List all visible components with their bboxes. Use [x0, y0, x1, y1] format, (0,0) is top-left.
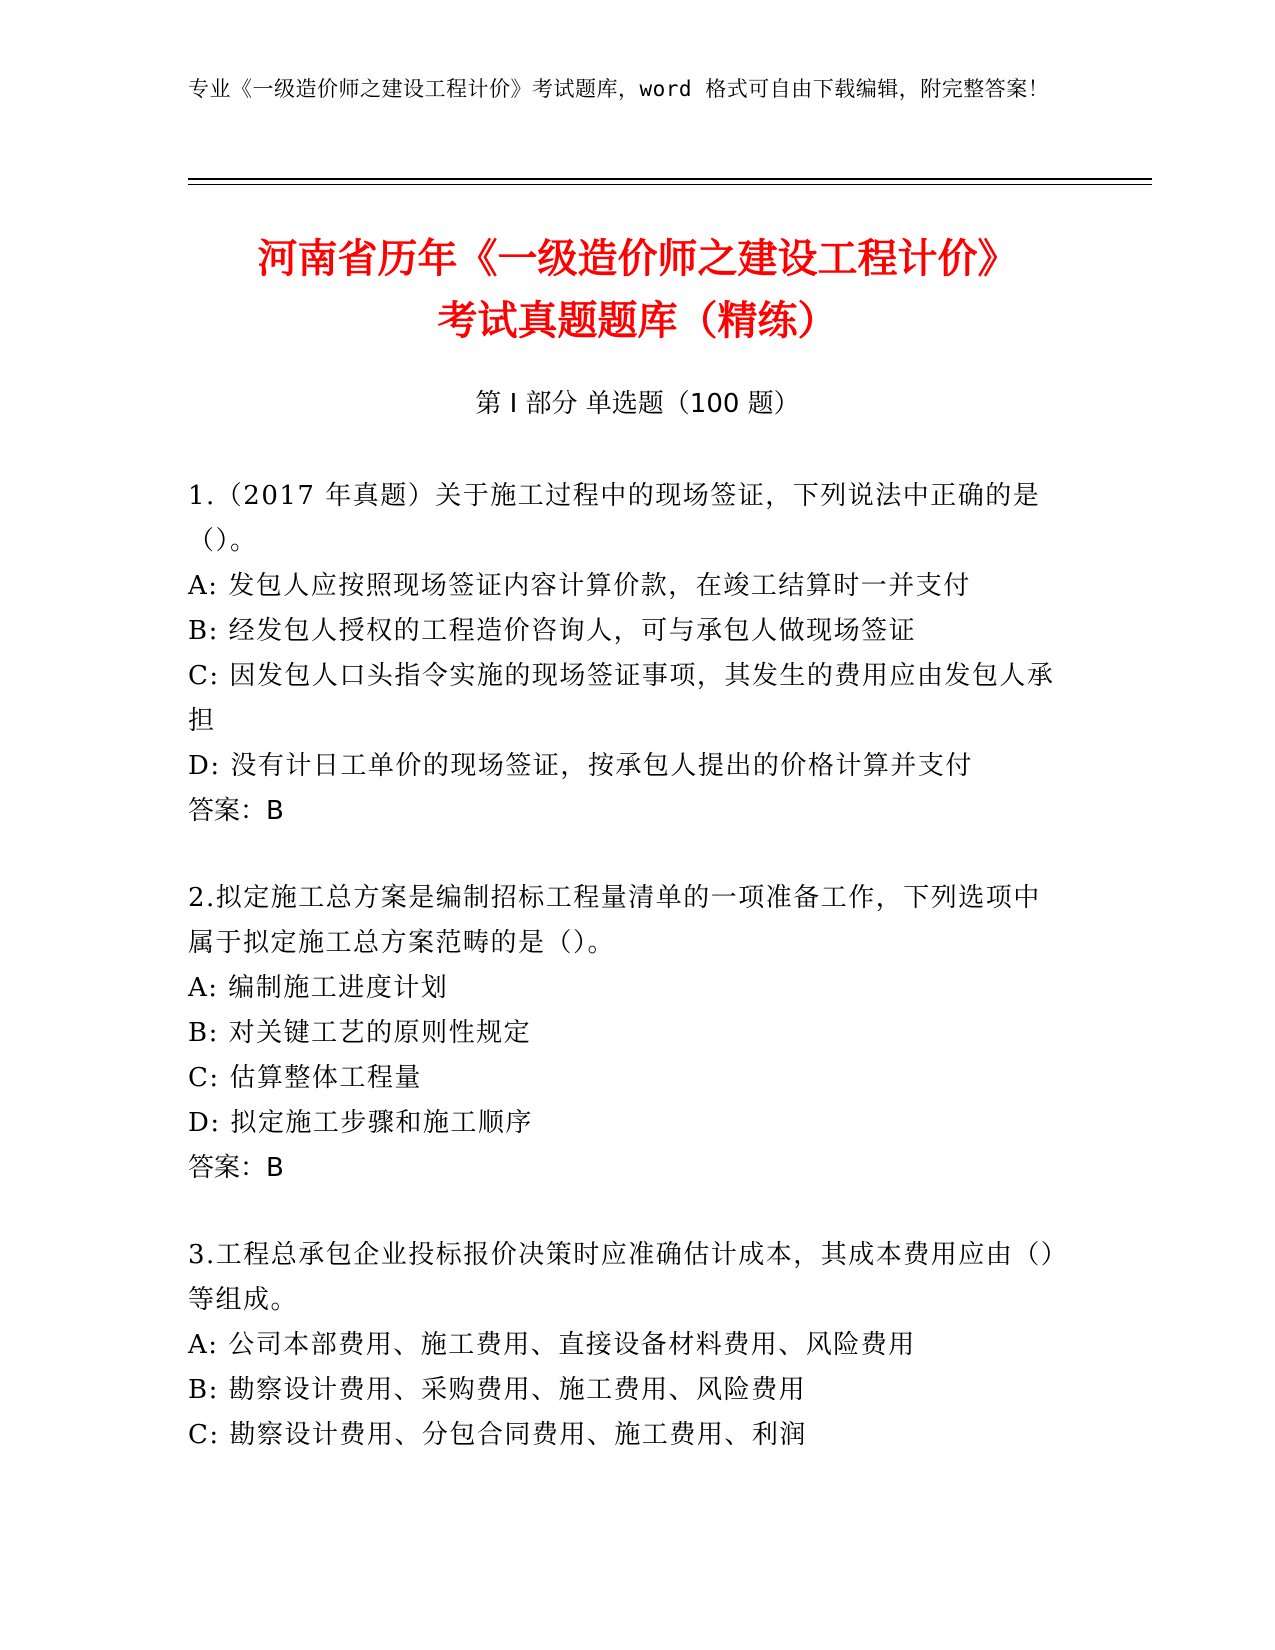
question-2: [188, 876, 1068, 1191]
option-c: C: 估算整体工程量: [188, 1063, 422, 1093]
option-d: D: 拟定施工步骤和施工顺序: [188, 1108, 533, 1138]
option-b: B: 勘察设计费用、采购费用、施工费用、风险费用: [188, 1375, 807, 1405]
document-title: [150, 228, 1125, 352]
option-a: A: 公司本部费用、施工费用、直接设备材料费用、风险费用: [188, 1330, 916, 1360]
option-c: C: 勘察设计费用、分包合同费用、施工费用、利润: [188, 1420, 807, 1450]
option-b: B: 经发包人授权的工程造价咨询人，可与承包人做现场签证: [188, 616, 917, 646]
header-rule-thin: [188, 184, 1152, 185]
document-title-line-1: 河南省历年《一级造价师之建设工程计价》: [257, 236, 1018, 282]
option-d: D: 没有计日工单价的现场签证，按承包人提出的价格计算并支付: [188, 751, 973, 781]
header-rule-thick: [188, 178, 1152, 180]
question-list: [188, 474, 1068, 1500]
document-title-line-2: 考试真题题库（精练）: [437, 298, 838, 344]
option-b: B: 对关键工艺的原则性规定: [188, 1018, 532, 1048]
question-3: [188, 1233, 1068, 1458]
question-stem: 3.工程总承包企业投标报价决策时应准确估计成本，其成本费用应由（）等组成。: [188, 1240, 1056, 1315]
option-a: A: 发包人应按照现场签证内容计算价款，在竣工结算时一并支付: [188, 571, 971, 601]
answer: 答案：B: [188, 1153, 284, 1183]
option-c: C: 因发包人口头指令实施的现场签证事项，其发生的费用应由发包人承担: [188, 661, 1055, 736]
question-1: [188, 474, 1068, 834]
section-heading: 第 I 部分 单选题（100 题）: [475, 389, 800, 419]
answer: 答案：B: [188, 796, 284, 826]
option-a: A: 编制施工进度计划: [188, 973, 449, 1003]
question-stem: 1.（2017 年真题）关于施工过程中的现场签证，下列说法中正确的是（）。: [188, 481, 1041, 556]
question-stem: 2.拟定施工总方案是编制招标工程量清单的一项准备工作，下列选项中属于拟定施工总方案范畴的是（）。: [188, 883, 1041, 958]
header-note: 专业《一级造价师之建设工程计价》考试题库，word 格式可自由下载编辑，附完整答案！: [188, 77, 1050, 101]
